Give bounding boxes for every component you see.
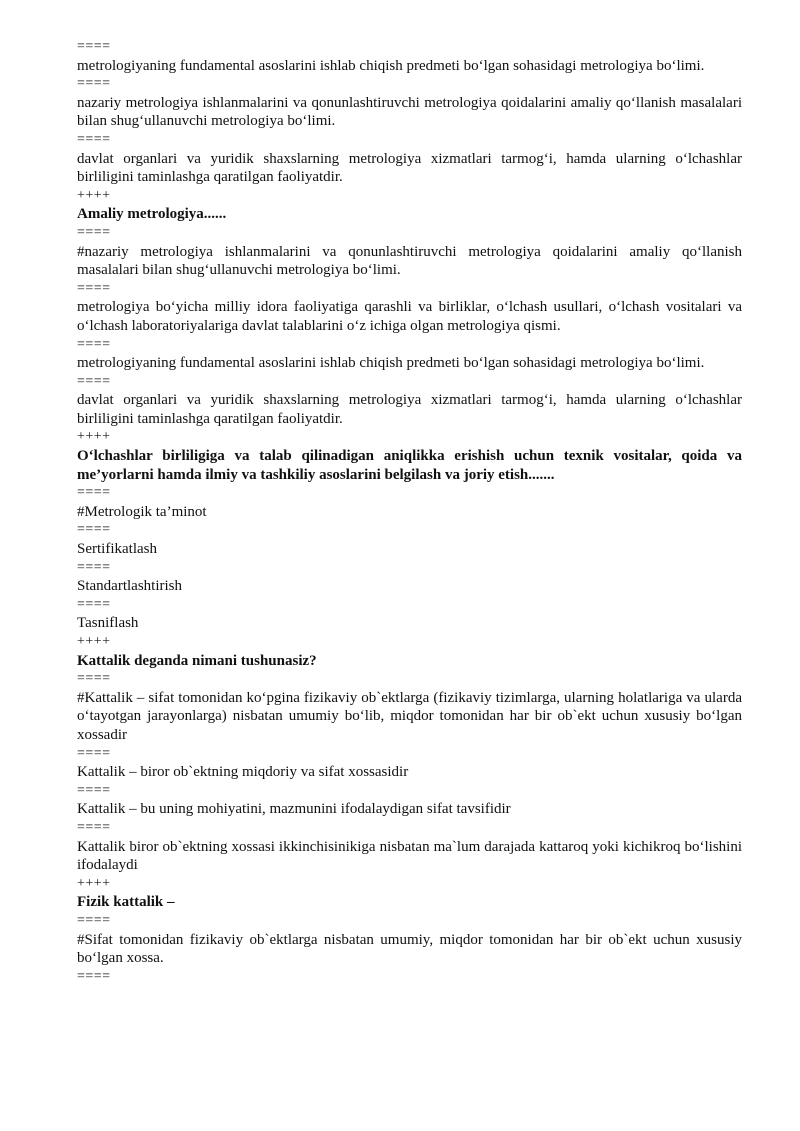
- separator: ====: [77, 745, 111, 761]
- separator: ====: [77, 224, 111, 240]
- question: Oʻlchashlar birliligiga va talab qilinadigan aniqlikka erishish uchun texnik vositalar, qoida va me’yorlarni hamda ilmiy va tashkiliy asoslarini belgilash va joriy etish.......: [77, 448, 742, 483]
- answer-option: Standartlashtirish: [77, 578, 182, 595]
- answer-option: davlat organlari va yuridik shaxslarning metrologiya xizmatlari tarmogʻi, hamda ularning oʻlchashlar birliligini taminlashga qaratilgan faoliyatdir.: [77, 150, 742, 186]
- separator: ====: [77, 131, 111, 147]
- question-separator: ++++: [77, 634, 111, 649]
- separator: ====: [77, 819, 111, 835]
- separator: ====: [77, 373, 111, 389]
- separator: ====: [77, 39, 111, 54]
- separator: ====: [77, 485, 111, 501]
- answer-option: metrologiyaning fundamental asoslarini ishlab chiqish predmeti boʻlgan sohasidagi metrologiya boʻlimi.: [77, 355, 705, 372]
- answer-option: metrologiya boʻyicha milliy idora faoliyatiga qarashli va birliklar, oʻlchash usullari, oʻlchash vositalari va oʻlchash laboratoriyalariga davlat talablarini oʻz ichiga olgan metrologiya qismi.: [77, 299, 742, 334]
- separator: ====: [77, 522, 111, 538]
- separator: ====: [77, 76, 111, 92]
- separator: ====: [77, 671, 111, 687]
- answer-option: davlat organlari va yuridik shaxslarning metrologiya xizmatlari tarmogʻi, hamda ularning oʻlchashlar birliligini taminlashga qaratilgan faoliyatdir.: [77, 392, 742, 427]
- answer-option: nazariy metrologiya ishlanmalarini va qonunlashtiruvchi metrologiya qoidalarini amaliy qoʻllanish masalalari bilan shugʻullanuvchi metrologiya boʻlimi.: [77, 94, 742, 130]
- question-separator: ++++: [77, 429, 111, 445]
- question: Kattalik deganda nimani tushunasiz?: [77, 652, 317, 669]
- question: Fizik kattalik –: [77, 894, 175, 911]
- separator: ====: [77, 596, 111, 612]
- answer-option-correct: #Sifat tomonidan fizikaviy ob`ektlarga nisbatan umumiy, miqdor tomonidan har bir ob`ekt uchun xususiy boʻlgan xossa.: [77, 931, 742, 967]
- question: Amaliy metrologiya......: [77, 206, 227, 223]
- answer-option: Kattalik – bu uning mohiyatini, mazmunini ifodalaydigan sifat tavsifidir: [77, 801, 511, 818]
- question-separator: ++++: [77, 875, 111, 891]
- separator: ====: [77, 968, 111, 984]
- separator: ====: [77, 280, 111, 296]
- answer-option: metrologiyaning fundamental asoslarini ishlab chiqish predmeti boʻlgan sohasidagi metrologiya boʻlimi.: [77, 57, 705, 74]
- answer-option: Sertifikatlash: [77, 541, 157, 558]
- answer-option: Kattalik biror ob`ektning xossasi ikkinchisinikiga nisbatan ma`lum darajada kattaroq yoki kichikroq boʻlishini ifodalaydi: [77, 838, 742, 874]
- answer-option-correct: #Metrologik ta’minot: [77, 503, 207, 520]
- separator: ====: [77, 559, 111, 575]
- answer-option: Tasniflash: [77, 615, 139, 632]
- separator: ====: [77, 782, 111, 798]
- separator: ====: [77, 912, 111, 928]
- question-separator: ++++: [77, 187, 111, 203]
- answer-option-correct: #Kattalik – sifat tomonidan koʻpgina fizikaviy ob`ektlarga (fizikaviy tizimlarga, ularning holatlariga va ularda oʻtayotgan jarayonlarga) nisbatan umumiy boʻlib, miqdor tomonidan har bir ob`ekt uchun xususiy boʻlgan xossadir: [77, 689, 742, 743]
- separator: ====: [77, 336, 111, 352]
- answer-option: Kattalik – biror ob`ektning miqdoriy va sifat xossasidir: [77, 764, 409, 781]
- answer-option-correct: #nazariy metrologiya ishlanmalarini va qonunlashtiruvchi metrologiya qoidalarini amaliy qoʻllanish masalalari bilan shugʻullanuvchi metrologiya boʻlimi.: [77, 243, 742, 279]
